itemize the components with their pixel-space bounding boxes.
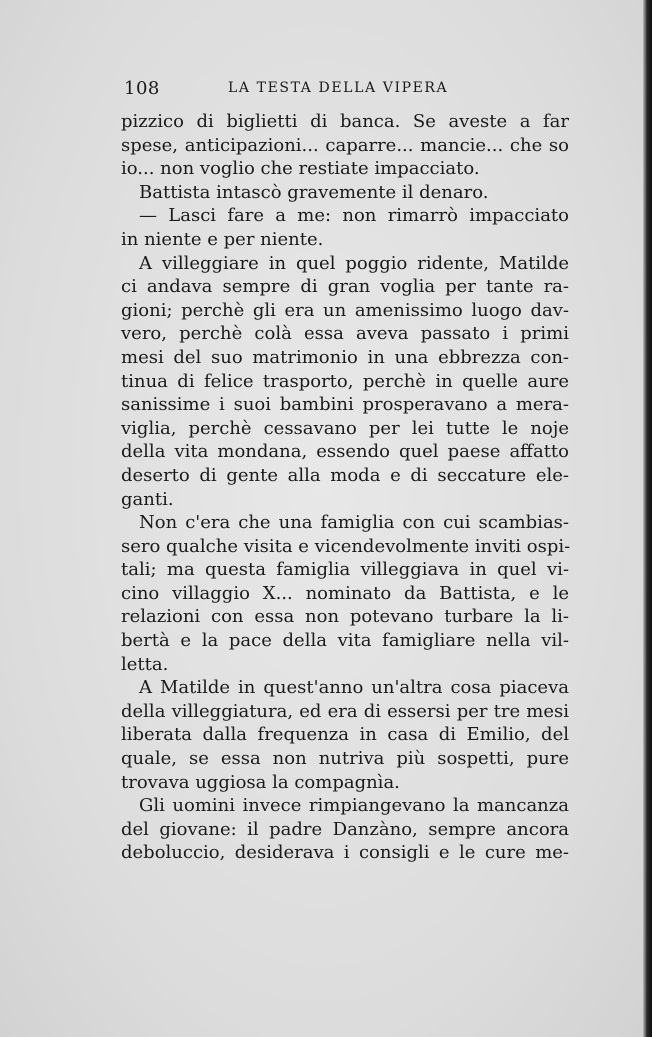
page-number: 108	[124, 78, 160, 99]
running-title: LA TESTA DELLA VIPERA	[228, 80, 449, 96]
running-header	[124, 78, 454, 104]
text-line: trovava uggiosa la compagnìa.	[121, 771, 400, 793]
text-line: Non c'era che una famiglia con cui scambias-	[139, 512, 569, 534]
text-line: A villeggiare in quel poggio ridente, Matilde	[139, 252, 569, 274]
text-line: della vita mondana, essendo quel paese affatto	[121, 441, 569, 463]
text-line: gioni; perchè gli era un amenissimo luogo dav-	[121, 299, 569, 321]
text-line: A Matilde in quest'anno un'altra cosa piaceva	[139, 677, 569, 699]
text-line: cino villaggio X... nominato da Battista, e le	[121, 582, 569, 604]
text-line: — Lasci fare a me: non rimarrò impacciato	[139, 205, 569, 227]
text-line: io... non voglio che restiate impacciato.	[121, 158, 480, 180]
text-line: tinua di felice trasporto, perchè in quelle aure	[121, 370, 569, 392]
text-line: spese, anticipazioni... caparre... mancie... che so	[121, 134, 569, 156]
text-line: vero, perchè colà essa aveva passato i primi	[121, 323, 569, 345]
text-line: sero qualche visita e vicendevolmente inviti ospi-	[121, 535, 571, 557]
text-line: viglia, perchè cessavano per lei tutte le noje	[121, 417, 569, 439]
text-line: bertà e la pace della vita famigliare nella vil-	[121, 630, 569, 652]
text-line: letta.	[121, 653, 169, 675]
text-line: mesi del suo matrimonio in una ebbrezza con-	[121, 346, 569, 368]
text-line: ci andava sempre di gran voglia per tante ra-	[121, 276, 569, 298]
text-line: liberata dalla frequenza in casa di Emilio, del	[121, 724, 569, 746]
text-line: Battista intascò gravemente il denaro.	[139, 181, 489, 203]
text-line: relazioni con essa non potevano turbare la li-	[121, 606, 569, 628]
text-line: Gli uomini invece rimpiangevano la mancanza	[139, 795, 569, 817]
book-spine-shadow	[643, 0, 652, 1037]
text-line: quale, se essa non nutriva più sospetti, pure	[121, 748, 569, 770]
text-line: deserto di gente alla moda e di seccature ele-	[121, 464, 569, 486]
text-line: della villeggiatura, ed era di essersi per tre mesi	[121, 700, 569, 722]
text-line: tali; ma questa famiglia villeggiava in quel vi-	[121, 559, 569, 581]
text-line: ganti.	[121, 488, 174, 510]
text-line: deboluccio, desiderava i consigli e le cure me-	[121, 842, 569, 864]
text-line: sanissime i suoi bambini prosperavano a mera-	[121, 394, 569, 416]
text-line: pizzico di biglietti di banca. Se aveste a far	[121, 111, 569, 132]
text-line: in niente e per niente.	[121, 228, 324, 250]
text-line: del giovane: il padre Danzàno, sempre ancora	[121, 818, 569, 840]
body-text	[121, 110, 569, 865]
